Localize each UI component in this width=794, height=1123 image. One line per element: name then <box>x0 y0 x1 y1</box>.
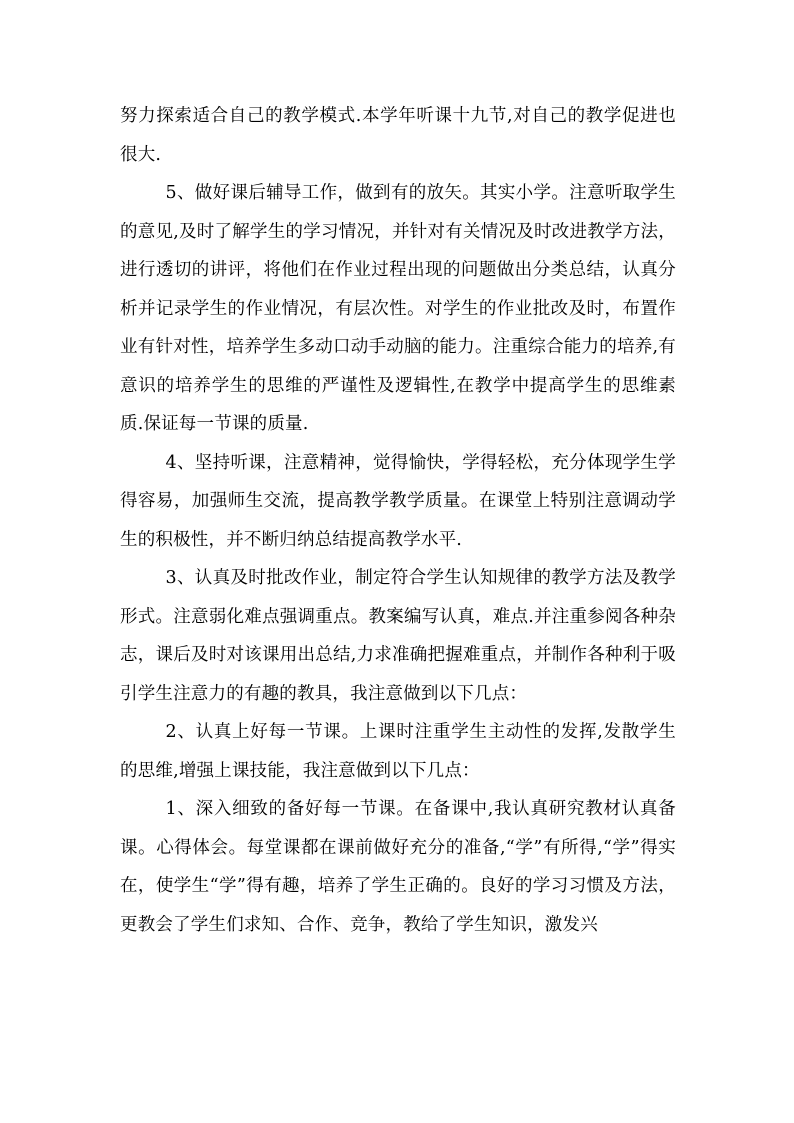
paragraph-item-1: 1、深入细致的备好每一节课。在备课中,我认真研究教材认真备课。心得体会。每堂课都在课前做好充分的准备,“学”有所得,“学”得实在，使学生“学”得有趣，培养了学生正确的。良好的学习习惯及方法，更教会了学生们求知、合作、竞争，教给了学生知识，激发兴 <box>120 799 676 935</box>
paragraph-continuation: 努力探索适合自己的教学模式.本学年听课十九节,对自己的教学促进也很大. <box>120 106 676 165</box>
document-page <box>120 97 676 944</box>
paragraph-item-3: 3、认真及时批改作业，制定符合学生认知规律的教学方法及教学形式。注意弱化难点强调重点。教案编写认真，难点.并注重参阅各种杂志，课后及时对该课用出总结,力求准确把握难重点，并制作各种利于吸引学生注意力的有趣的教具，我注意做到以下几点： <box>120 568 676 704</box>
paragraph-item-4: 4、坚持听课，注意精神，觉得愉快，学得轻松，充分体现学生学得容易，加强师生交流，提高教学教学质量。在课堂上特别注意调动学生的积极性，并不断归纳总结提高教学水平. <box>120 452 676 550</box>
paragraph-item-2: 2、认真上好每一节课。上课时注重学生主动性的发挥,发散学生的思维,增强上课技能，我注意做到以下几点： <box>120 722 676 781</box>
paragraph-item-5: 5、做好课后辅导工作，做到有的放矢。其实小学。注意听取学生的意见,及时了解学生的学习情况，并针对有关情况及时改进教学方法，进行透切的讲评，将他们在作业过程出现的问题做出分类总结，认真分析并记录学生的作业情况，有层次性。对学生的作业批改及时，布置作业有针对性，培养学生多动口动手动脑的能力。注重综合能力的培养,有意识的培养学生的思维的严谨性及逻辑性,在教学中提高学生的思维素质.保证每一节课的质量. <box>120 183 676 434</box>
